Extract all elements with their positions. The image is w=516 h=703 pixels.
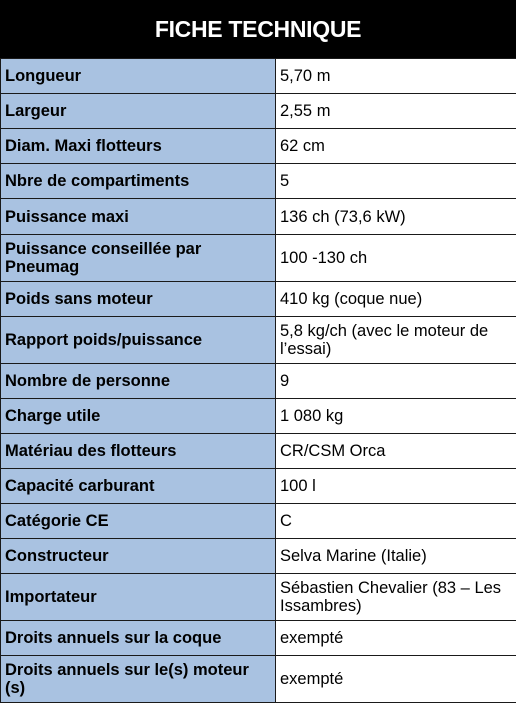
spec-row xyxy=(1,434,516,469)
spec-label: Importateur xyxy=(1,574,276,621)
spec-value: 410 kg (coque nue) xyxy=(276,282,516,317)
spec-row xyxy=(1,282,516,317)
spec-label: Nbre de compartiments xyxy=(1,164,276,199)
spec-row xyxy=(1,364,516,399)
spec-row xyxy=(1,539,516,574)
spec-row xyxy=(1,59,516,94)
spec-table xyxy=(0,58,516,703)
spec-label: Catégorie CE xyxy=(1,504,276,539)
spec-value: exempté xyxy=(276,621,516,656)
spec-value: 100 -130 ch xyxy=(276,235,516,282)
spec-label: Droits annuels sur le(s) moteur (s) xyxy=(1,656,276,703)
spec-label: Diam. Maxi flotteurs xyxy=(1,129,276,164)
sheet-title: FICHE TECHNIQUE xyxy=(0,0,516,58)
spec-row xyxy=(1,574,516,621)
spec-value: 5,70 m xyxy=(276,59,516,94)
spec-table-body xyxy=(1,59,516,703)
spec-label: Capacité carburant xyxy=(1,469,276,504)
spec-value: 9 xyxy=(276,364,516,399)
spec-value: exempté xyxy=(276,656,516,703)
spec-row xyxy=(1,656,516,703)
spec-value: 5 xyxy=(276,164,516,199)
spec-label: Droits annuels sur la coque xyxy=(1,621,276,656)
spec-row xyxy=(1,399,516,434)
spec-label: Puissance conseillée par Pneumag xyxy=(1,235,276,282)
spec-value: C xyxy=(276,504,516,539)
spec-row xyxy=(1,129,516,164)
spec-value: Sébastien Chevalier (83 – Les Issambres) xyxy=(276,574,516,621)
spec-value: 62 cm xyxy=(276,129,516,164)
spec-label: Nombre de personne xyxy=(1,364,276,399)
spec-label: Rapport poids/puissance xyxy=(1,317,276,364)
spec-label: Puissance maxi xyxy=(1,199,276,235)
spec-value: 136 ch (73,6 kW) xyxy=(276,199,516,235)
spec-label: Largeur xyxy=(1,94,276,129)
spec-row xyxy=(1,317,516,364)
spec-row xyxy=(1,504,516,539)
spec-value: 100 l xyxy=(276,469,516,504)
spec-value: 5,8 kg/ch (avec le moteur de l’essai) xyxy=(276,317,516,364)
spec-row xyxy=(1,164,516,199)
spec-value: 2,55 m xyxy=(276,94,516,129)
spec-value: 1 080 kg xyxy=(276,399,516,434)
spec-value: Selva Marine (Italie) xyxy=(276,539,516,574)
spec-row xyxy=(1,621,516,656)
spec-label: Constructeur xyxy=(1,539,276,574)
spec-label: Longueur xyxy=(1,59,276,94)
spec-row xyxy=(1,94,516,129)
spec-row xyxy=(1,199,516,235)
spec-value: CR/CSM Orca xyxy=(276,434,516,469)
spec-label: Matériau des flotteurs xyxy=(1,434,276,469)
spec-row xyxy=(1,469,516,504)
spec-label: Poids sans moteur xyxy=(1,282,276,317)
spec-row xyxy=(1,235,516,282)
spec-label: Charge utile xyxy=(1,399,276,434)
